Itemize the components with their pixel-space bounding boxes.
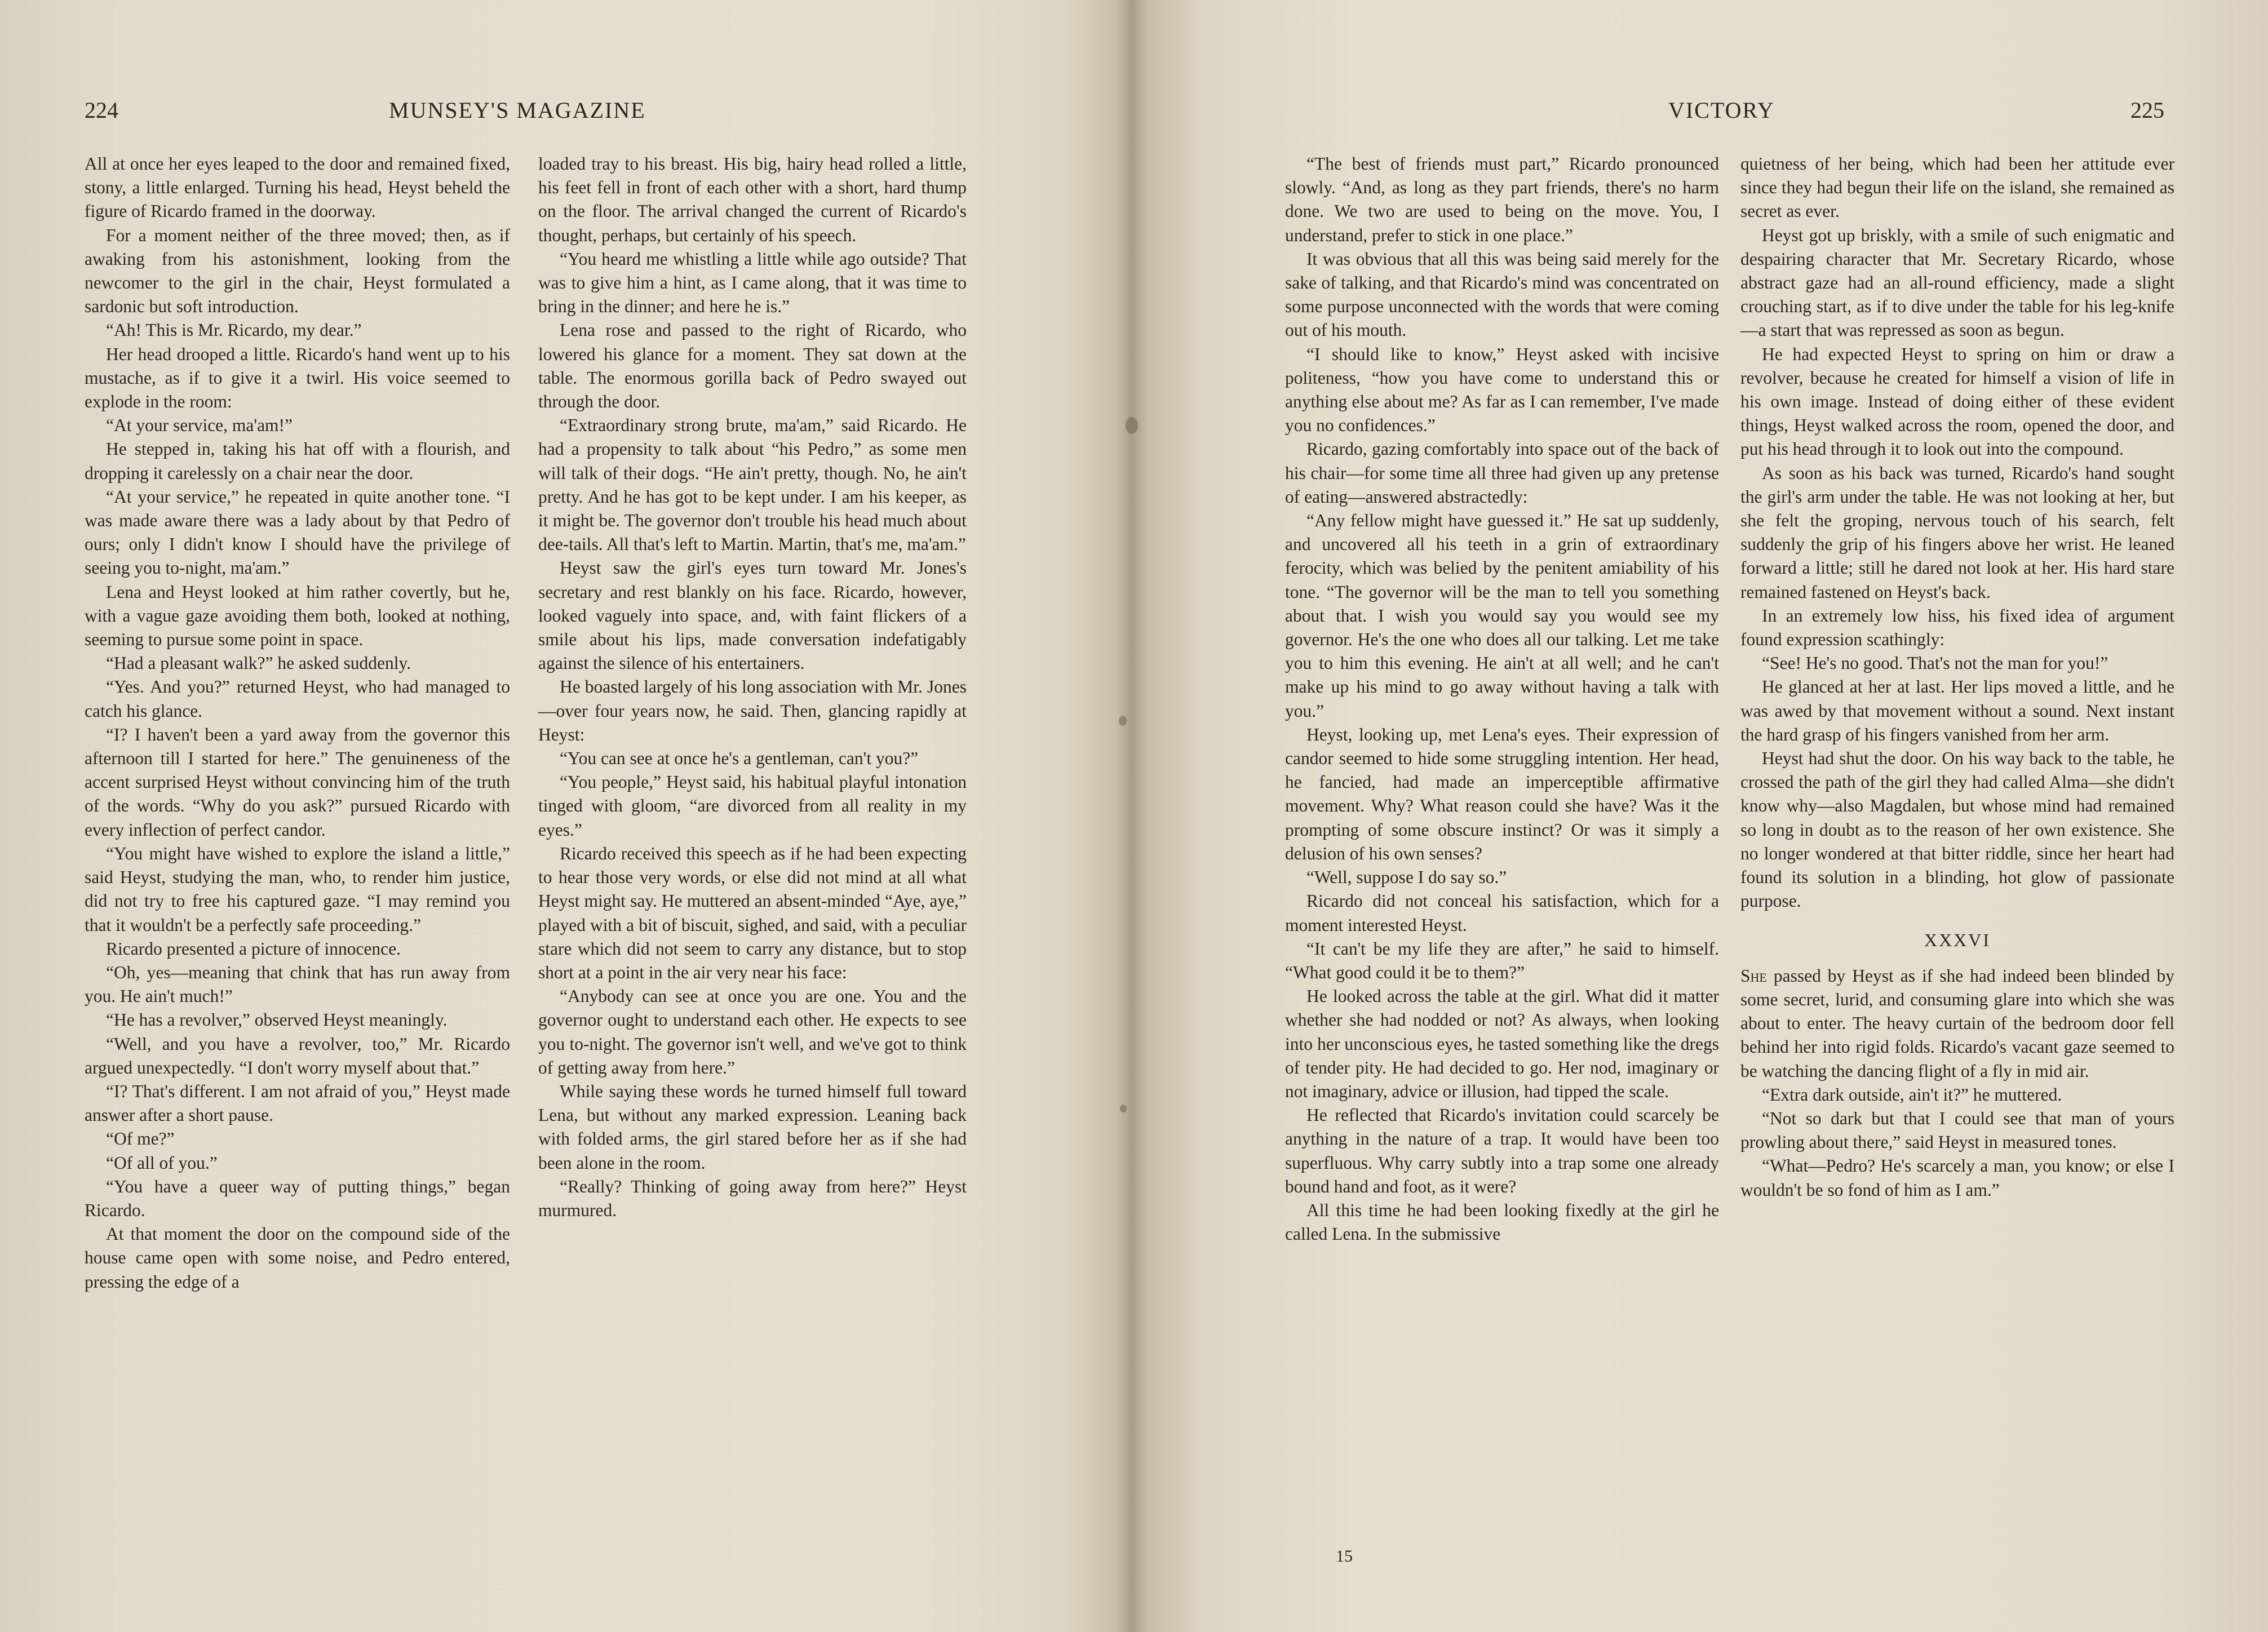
chapter-first-paragraph-text: passed by Heyst as if she had indeed been blinded by some secret, lurid, and consuming glare into which she was about to enter. The heavy curtain of the bedroom door fell behind her into rigid folds. Ricardo's vacant gaze seemed to be watching the dancing flight of a fly in mid air. xyxy=(1740,965,2174,1081)
paragraph: Heyst got up briskly, with a smile of such enigmatic and despairing character that Mr. Secretary Ricardo, whose abstract gaze had an all-round efficiency, made a slight crouching start, as if to dive under the table for his leg-knife—a start that was repressed as soon as begun. xyxy=(1740,225,2174,340)
paragraph: While saying these words he turned himself full toward Lena, but without any marked expression. Leaning back with folded arms, the girl stared before her as if she had been alone in the room. xyxy=(538,1081,967,1173)
paragraph: He glanced at her at last. Her lips moved a little, and he was awed by that movement without a sound. Next instant the hard grasp of his fingers vanished from her arm. xyxy=(1740,677,2174,744)
paragraph: He looked across the table at the girl. What did it matter whether she had nodded or not? As always, when looking into her unconscious eyes, he tasted something like the dregs of tender pity. He had decided to go. Her nod, imaginary or not imaginary, advice or illusion, had tipped the scale. xyxy=(1285,986,1719,1101)
paragraph: “You can see at once he's a gentleman, can't you?” xyxy=(560,748,919,769)
paragraph: “You heard me whistling a little while ago outside? That was to give him a hint, as I came along, that it was time to bring in the dinner; and here he is.” xyxy=(538,249,967,317)
chapter-first-word: She xyxy=(1740,965,1767,986)
paragraph: “I should like to know,” Heyst asked with incisive politeness, “how you have come to understand this or anything else about me? As far as I can remember, I've made you no confidences.” xyxy=(1285,344,1719,436)
text-column-2 xyxy=(1740,152,2174,1202)
left-page xyxy=(0,0,1122,1632)
paragraph: Heyst had shut the door. On his way back to the table, he crossed the path of the girl they had called Alma—she didn't know why—also Magdalen, but whose mind had remained so long in doubt as to the reason of her own existence. She no longer wondered at that bitter riddle, since her heart had found its solution in a blinding, hot glow of passionate purpose. xyxy=(1740,748,2174,911)
paragraph: Ricardo received this speech as if he had been expecting to hear those very words, or else did not mind at all what Heyst might say. He muttered an absent-minded “Aye, aye,” played with a bit of biscuit, sighed, and said, with a peculiar stare which did not seem to carry any distance, but to stop short at a point in the air very near his face: xyxy=(538,843,967,982)
paragraph: quietness of her being, which had been her attitude ever since they had begun their life on the island, she remained as secret as ever. xyxy=(1740,154,2174,221)
paragraph: For a moment neither of the three moved; then, as if awaking from his astonishment, looking from the newcomer to the girl in the chair, Heyst formulated a sardonic but soft introduction. xyxy=(85,225,510,317)
paragraph: At that moment the door on the compound side of the house came open with some noise, and Pedro entered, pressing the edge of a xyxy=(85,1224,510,1292)
paragraph: Lena and Heyst looked at him rather covertly, but he, with a vague gaze avoiding them both, looked at nothing, seeming to pursue some point in space. xyxy=(85,582,510,650)
text-column-1 xyxy=(85,152,510,1294)
right-page xyxy=(1133,0,2268,1632)
paragraph: “At your service,” he repeated in quite another tone. “I was made aware there was a lady about by that Pedro of ours; only I didn't know I should have the privilege of seeing you to-night, ma'am.” xyxy=(85,486,510,578)
chapter-heading: XXXVI xyxy=(1924,929,1991,950)
paragraph: In an extremely low hiss, his fixed idea of argument found expression scathingly: xyxy=(1740,605,2174,650)
paragraph: “You people,” Heyst said, his habitual playful intonation tinged with gloom, “are divorced from all reality in my eyes.” xyxy=(538,772,967,840)
paragraph: “Any fellow might have guessed it.” He sat up suddenly, and uncovered all his teeth in a grin of extraordinary ferocity, which was belied by the penitent amiability of his tone. “The governor will be the man to tell you something about that. I wish you would say you would see my governor. He's the one who does all our talking. Let me take you to him this evening. He ain't at all well; and he can't make up his mind to go away without having a talk with you.” xyxy=(1285,511,1719,721)
paragraph: “Extraordinary strong brute, ma'am,” said Ricardo. He had a propensity to talk about “his Pedro,” as some men will talk of their dogs. “He ain't pretty, though. No, he ain't pretty. And he has got to be kept under. I am his keeper, as it might be. The governor don't trouble his head much about dee-tails. All that's left to Martin. Martin, that's me, ma'am.” xyxy=(538,415,967,555)
paragraph: “At your service, ma'am!” xyxy=(106,415,293,436)
paragraph: “He has a revolver,” observed Heyst meaningly. xyxy=(106,1010,448,1030)
paragraph: Lena rose and passed to the right of Ricardo, who lowered his glance for a moment. They sat down at the table. The enormous gorilla back of Pedro swayed out through the door. xyxy=(538,320,967,412)
paragraph: “What—Pedro? He's scarcely a man, you know; or else I wouldn't be so fond of him as I am.” xyxy=(1740,1156,2174,1200)
paragraph: Ricardo presented a picture of innocence. xyxy=(106,938,401,959)
paragraph: “Oh, yes—meaning that chink that has run away from you. He ain't much!” xyxy=(85,962,510,1006)
paragraph: All this time he had been looking fixedly at the girl he called Lena. In the submissive xyxy=(1285,1200,1719,1244)
paragraph: “Anybody can see at once you are one. You and the governor ought to understand each other. He expects to see you to-night. The governor isn't well, and we've got to think of getting away from here.” xyxy=(538,986,967,1077)
paragraph: He had expected Heyst to spring on him or draw a revolver, because he created for himself a vision of life in his own image. Instead of doing either of these evident things, Heyst walked across the room, opened the door, and put his head through it to look out into the compound. xyxy=(1740,344,2174,459)
page-number: 224 xyxy=(85,97,118,123)
paragraph: “I? I haven't been a yard away from the governor this afternoon till I started for here.” The genuineness of the accent surprised Heyst without convincing him of the truth of the words. “Why do you ask?” pursued Ricardo with every inflection of perfect candor. xyxy=(85,724,510,840)
paragraph: Ricardo, gazing comfortably into space out of the back of his chair—for some time all three had given up any pretense of eating—answered abstractedly: xyxy=(1285,439,1719,507)
paragraph: As soon as his back was turned, Ricardo's hand sought the girl's arm under the table. He was not looking at her, but she felt the groping, nervous touch of his search, felt suddenly the grip of his fingers above her wrist. He leaned forward a little; still he dared not look at her. His hard stare remained fastened on Heyst's back. xyxy=(1740,463,2174,602)
text-column-2 xyxy=(538,152,967,1222)
running-head: MUNSEY'S MAGAZINE xyxy=(389,97,646,123)
paragraph: “Had a pleasant walk?” he asked suddenly. xyxy=(106,653,411,673)
paragraph: “It can't be my life they are after,” he said to himself. “What good could it be to them?” xyxy=(1285,938,1719,982)
paragraph: loaded tray to his breast. His big, hairy head rolled a little, his feet fell in front of each other with a short, hard thump on the floor. The arrival changed the current of Ricardo's thought, perhaps, but certainly of his speech. xyxy=(538,154,967,245)
paragraph: “Not so dark but that I could see that man of yours prowling about there,” said Heyst in measured tones. xyxy=(1740,1108,2174,1152)
paragraph: “Extra dark outside, ain't it?” he muttered. xyxy=(1762,1084,2062,1105)
paragraph: “The best of friends must part,” Ricardo pronounced slowly. “And, as long as they part friends, there's no harm done. We two are used to being on the move. You, I understand, prefer to stick in one place.” xyxy=(1285,154,1719,245)
running-head: VICTORY xyxy=(1668,97,1775,123)
paragraph: It was obvious that all this was being said merely for the sake of talking, and that Ricardo's mind was concentrated on some purpose unconnected with the words that were coming out of his mouth. xyxy=(1285,249,1719,340)
paragraph: “You have a queer way of putting things,” began Ricardo. xyxy=(85,1176,510,1220)
paragraph: “Ah! This is Mr. Ricardo, my dear.” xyxy=(106,320,362,340)
paragraph: He boasted largely of his long association with Mr. Jones—over four years now, he said. Then, glancing rapidly at Heyst: xyxy=(538,677,967,744)
paragraph: “Yes. And you?” returned Heyst, who had managed to catch his glance. xyxy=(85,677,510,721)
paragraph: “Of all of you.” xyxy=(106,1152,218,1173)
signature-mark: 15 xyxy=(1336,1547,1353,1566)
paragraph: He stepped in, taking his hat off with a flourish, and dropping it carelessly on a chair near the door. xyxy=(85,439,510,483)
paragraph: Heyst, looking up, met Lena's eyes. Their expression of candor seemed to hide some struggling intention. Her head, he fancied, had made an imperceptible affirmative movement. Why? What reason could she have? Was it the prompting of some obscure instinct? Or was it simply a delusion of his own senses? xyxy=(1285,724,1719,863)
chapter-opening-paragraph xyxy=(1740,964,2174,1083)
paragraph: “Of me?” xyxy=(106,1129,175,1149)
text-column-1 xyxy=(1285,152,1719,1246)
paragraph: All at once her eyes leaped to the door and remained fixed, stony, a little enlarged. Turning his head, Heyst beheld the figure of Ricardo framed in the doorway. xyxy=(85,154,510,221)
paragraph: “Really? Thinking of going away from here?” Heyst murmured. xyxy=(538,1176,967,1220)
paragraph: “Well, and you have a revolver, too,” Mr. Ricardo argued unexpectedly. “I don't worry myself about that.” xyxy=(85,1034,510,1077)
page-number: 225 xyxy=(2130,97,2164,123)
paragraph: Her head drooped a little. Ricardo's hand went up to his mustache, as if to give it a twirl. His voice seemed to explode in the room: xyxy=(85,344,510,412)
paragraph: Heyst saw the girl's eyes turn toward Mr. Jones's secretary and rest blankly on his face. Ricardo, however, looked vaguely into space, and, with faint flickers of a smile about his lips, made conversation indefatigably against the silence of his entertainers. xyxy=(538,558,967,673)
paragraph: “See! He's no good. That's not the man for you!” xyxy=(1762,653,2108,673)
paragraph: “I? That's different. I am not afraid of you,” Heyst made answer after a short pause. xyxy=(85,1081,510,1125)
paragraph: He reflected that Ricardo's invitation could scarcely be anything in the nature of a trap. It would have been too superfluous. Why carry subtly into a trap some one already bound hand and foot, as it were? xyxy=(1285,1105,1719,1196)
paragraph: “Well, suppose I do say so.” xyxy=(1306,867,1507,888)
paragraph: Ricardo did not conceal his satisfaction, which for a moment interested Heyst. xyxy=(1285,891,1719,935)
paragraph: “You might have wished to explore the island a little,” said Heyst, studying the man, who, to render him justice, did not try to free his captured gaze. “I may remind you that it wouldn't be a perfectly safe proceeding.” xyxy=(85,843,510,935)
